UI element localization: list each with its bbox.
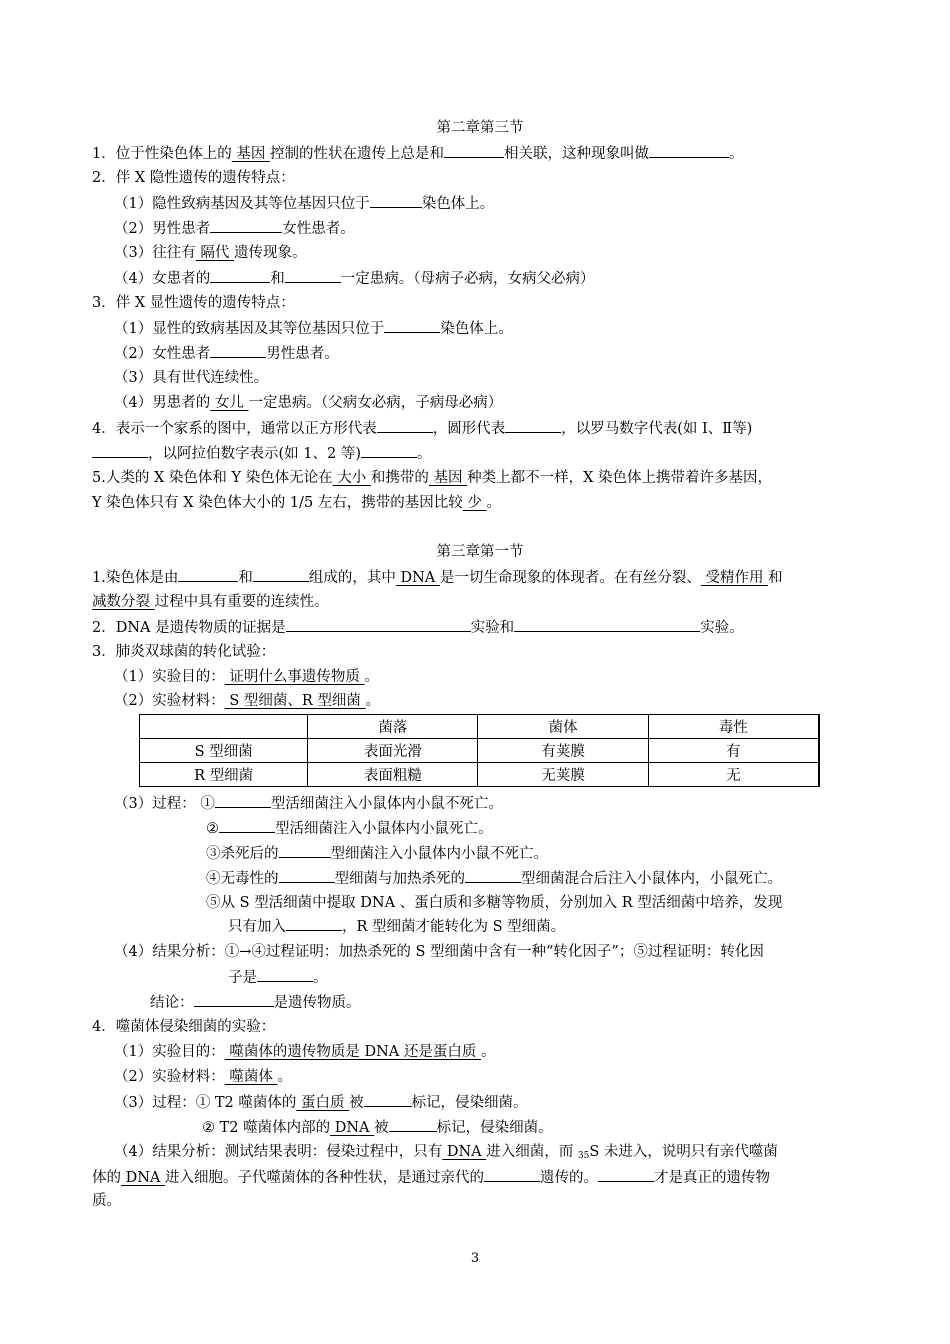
- process-step-5-cont: 只有加入 ，R 型细菌才能转化为 S 型细菌。: [228, 915, 868, 937]
- blank[interactable]: [215, 792, 271, 808]
- blank[interactable]: [484, 1166, 540, 1182]
- question-4: 4．噬菌体侵染细菌的实验：: [92, 1019, 276, 1035]
- conclusion: 结论： 是遗传物质。: [150, 991, 868, 1013]
- table-row: [140, 763, 820, 787]
- question-2: 2．伴 X 隐性遗传的遗传特点：: [92, 170, 295, 186]
- question-3: 3．伴 X 显性遗传的遗传特点：: [92, 295, 295, 311]
- blank[interactable]: [219, 817, 275, 833]
- answer-text: 大小: [332, 470, 371, 486]
- answer-text: DNA: [330, 1120, 375, 1136]
- table-cell: 有荚膜: [478, 739, 648, 763]
- answer-text: 蛋白质: [296, 1095, 350, 1111]
- answer-text: 噬菌体: [224, 1069, 278, 1085]
- blank[interactable]: [598, 1166, 654, 1182]
- blank[interactable]: [285, 267, 341, 283]
- process-step-3: ③杀死后的 型细菌注入小鼠体内小鼠不死亡。: [206, 842, 868, 864]
- item: （3）往往有 隔代 遗传现象。: [114, 245, 307, 261]
- item: （3）过程：① T2 噬菌体的 蛋白质 被 标记，侵染细菌。: [114, 1091, 868, 1113]
- table-header-cell: 菌体: [478, 715, 648, 739]
- answer-text: 基因: [231, 146, 270, 162]
- blank[interactable]: [194, 991, 274, 1007]
- table-cell: S 型细菌: [140, 739, 308, 763]
- result-analysis: （4）结果分析：①→④过程证明：加热杀死的 S 型细菌中含有一种“转化因子”；⑤过程证明：转化因: [114, 944, 764, 960]
- table-cell: 无荚膜: [478, 763, 648, 787]
- blank[interactable]: [377, 417, 433, 433]
- table-cell: 无: [648, 763, 819, 787]
- blank[interactable]: [286, 915, 342, 931]
- item: （2）男性患者 女性患者。: [114, 217, 868, 239]
- question-4: 4．表示一个家系的图中，通常以正方形代表 ，圆形代表 ，以罗马数字代表(如 I、Ⅱ等): [92, 417, 868, 439]
- blank[interactable]: [465, 867, 521, 883]
- blank[interactable]: [364, 1091, 412, 1107]
- question-5: 5.人类的 X 染色体和 Y 染色体无论在 大小 和携带的 基因 种类上都不一样，X 染色体上携带着许多基因，: [92, 470, 773, 486]
- item: （1）实验目的： 证明什么事遗传物质 。: [114, 669, 379, 685]
- answer-text: DNA: [121, 1170, 166, 1186]
- item: （1）实验目的： 噬菌体的遗传物质是 DNA 还是蛋白质 。: [114, 1044, 496, 1060]
- item: （4）男患者的 女儿 一定患病。（父病女必病，子病母必病）: [114, 395, 503, 411]
- answer-text: 少: [462, 495, 487, 511]
- table-cell: 表面光滑: [308, 739, 478, 763]
- result-analysis-cont: 子是 。: [228, 966, 868, 988]
- question-1: 1.染色体是由 和 组成的，其中 DNA 是一切生命现象的体现者。在有丝分裂、 受精作用 和: [92, 566, 868, 588]
- question-3: 3．肺炎双球菌的转化试验：: [92, 644, 276, 660]
- result-analysis-end: 质。: [92, 1193, 121, 1209]
- table-cell: 表面粗糙: [308, 763, 478, 787]
- table-header-cell: 毒性: [648, 715, 819, 739]
- blank[interactable]: [210, 342, 266, 358]
- blank[interactable]: [649, 142, 729, 158]
- process-step-2: ② 型活细菌注入小鼠体内小鼠死亡。: [206, 817, 868, 839]
- blank[interactable]: [279, 842, 331, 858]
- blank[interactable]: [257, 966, 313, 982]
- blank[interactable]: [92, 442, 148, 458]
- process-step-1: （3）过程： ① 型活细菌注入小鼠体内小鼠不死亡。: [114, 792, 868, 814]
- item: （2）实验材料： S 型细菌、R 型细菌 。: [114, 693, 381, 709]
- question-4-cont: ，以阿拉伯数字表示(如 1、2 等) 。: [92, 442, 868, 464]
- question-1-cont: 减数分裂 过程中具有重要的连续性。: [92, 594, 329, 610]
- blank[interactable]: [253, 566, 309, 582]
- blank[interactable]: [514, 616, 700, 632]
- item: （4）女患者的 和 一定患病。（母病子必病，女病父必病）: [114, 267, 868, 289]
- process-step-5: ⑤从 S 型活细菌中提取 DNA 、蛋白质和多糖等物质，分别加入 R 型活细菌中培养，发现: [206, 895, 783, 911]
- table-cell: R 型细菌: [140, 763, 308, 787]
- answer-text: 受精作用: [700, 570, 769, 586]
- superscript: 35: [577, 1151, 590, 1161]
- blank[interactable]: [505, 417, 561, 433]
- answer-text: 噬菌体的遗传物质是 DNA 还是蛋白质: [224, 1044, 481, 1060]
- table-header-row: [140, 715, 820, 739]
- table-header-cell: [140, 715, 308, 739]
- blank[interactable]: [210, 217, 282, 233]
- answer-text: DNA: [442, 1144, 487, 1160]
- item: （2）女性患者 男性患者。: [114, 342, 868, 364]
- process-step-4: ④无毒性的 型细菌与加热杀死的 型细菌混合后注入小鼠体内，小鼠死亡。: [206, 867, 868, 889]
- answer-text: 减数分裂: [92, 594, 155, 610]
- section-title-ch3: 第三章第一节: [436, 544, 524, 560]
- page-number: 3: [470, 1251, 480, 1266]
- item: ② T2 噬菌体内部的 DNA 被 标记，侵染细菌。: [202, 1116, 868, 1138]
- table-header-cell: 菌落: [308, 715, 478, 739]
- blank[interactable]: [370, 192, 422, 208]
- item: （3）具有世代连续性。: [114, 370, 269, 386]
- blank[interactable]: [286, 616, 471, 632]
- answer-text: 女儿: [210, 395, 249, 411]
- blank[interactable]: [389, 1116, 437, 1132]
- blank[interactable]: [444, 142, 504, 158]
- table-cell: 有: [648, 739, 819, 763]
- blank[interactable]: [178, 566, 238, 582]
- result-analysis: （4）结果分析：测试结果表明：侵染过程中，只有 DNA 进入细菌，而 35S 未进入，说明只有亲代噬菌: [114, 1144, 778, 1161]
- section-title-ch2: 第二章第三节: [436, 120, 524, 136]
- answer-text: 基因: [428, 470, 468, 486]
- question-1: 1．位于性染色体上的 基因 控制的性状在遗传上总是和 相关联，这种现象叫做 。: [92, 142, 868, 164]
- answer-text: S 型细菌、R 型细菌: [224, 693, 366, 709]
- table-row: [140, 739, 820, 763]
- blank[interactable]: [384, 317, 440, 333]
- blank[interactable]: [361, 442, 417, 458]
- question-5-cont: Y 染色体只有 X 染色体大小的 1/5 左右，携带的基因比较 少 。: [92, 495, 501, 511]
- bacteria-table: [139, 714, 820, 787]
- answer-text: 隔代: [195, 245, 234, 261]
- question-2: 2．DNA 是遗传物质的证据是 实验和 实验。: [92, 616, 868, 638]
- blank[interactable]: [210, 267, 270, 283]
- item: （1）显性的致病基因及其等位基因只位于 染色体上。: [114, 317, 868, 339]
- answer-text: 证明什么事遗传物质: [224, 669, 365, 685]
- result-analysis-cont: 体的 DNA 进入细胞。子代噬菌体的各种性状，是通过亲代的 遗传的。 才是真正的遗传物: [92, 1166, 868, 1188]
- blank[interactable]: [279, 867, 335, 883]
- item: （2）实验材料： 噬菌体 。: [114, 1069, 292, 1085]
- answer-text: DNA: [395, 570, 440, 586]
- item: （1）隐性致病基因及其等位基因只位于 染色体上。: [114, 192, 868, 214]
